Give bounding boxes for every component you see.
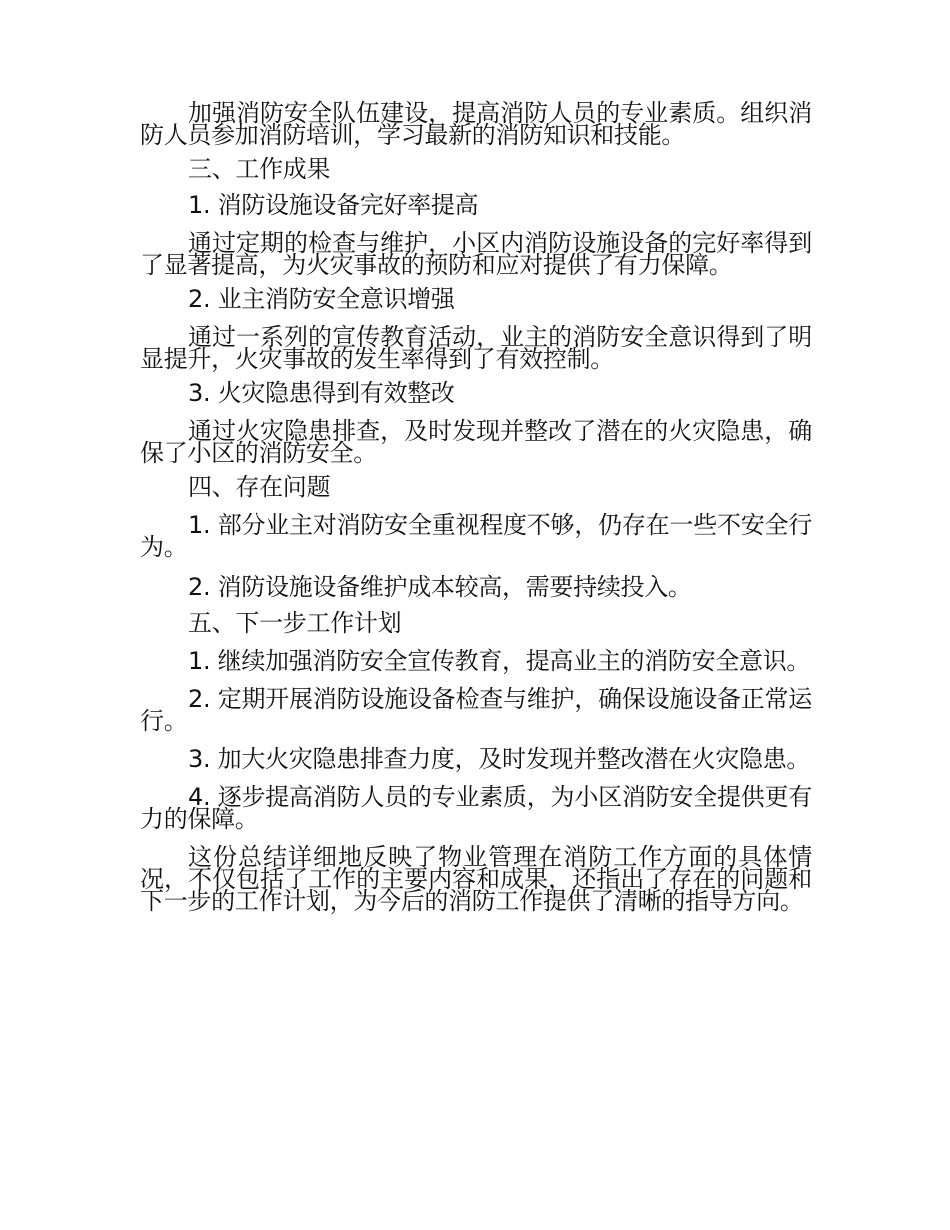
list-item-problem-1: 1. 部分业主对消防安全重视程度不够，仍存在一些不安全行为。 — [140, 511, 812, 561]
subheading-equipment-rate: 1. 消防设施设备完好率提高 — [188, 191, 479, 219]
paragraph-owner-awareness: 通过一系列的宣传教育活动，业主的消防安全意识得到了明显提升，火灾事故的发生率得到了有效控制。 — [140, 323, 812, 373]
list-item-plan-3: 3. 加大火灾隐患排查力度，及时发现并整改潜在火灾隐患。 — [188, 745, 811, 773]
section-heading-next-steps: 五、下一步工作计划 — [188, 609, 402, 637]
document-page — [140, 99, 812, 915]
section-heading-problems: 四、存在问题 — [188, 473, 331, 501]
subheading-owner-awareness: 2. 业主消防安全意识增强 — [188, 285, 455, 313]
paragraph-conclusion: 这份总结详细地反映了物业管理在消防工作方面的具体情况，不仅包括了工作的主要内容和成果，还指出了存在的问题和下一步的工作计划，为今后的消防工作提供了清晰的指导方向。 — [140, 843, 812, 915]
list-item-problem-2: 2. 消防设施设备维护成本较高，需要持续投入。 — [188, 573, 692, 601]
list-item-plan-2: 2. 定期开展消防设施设备检查与维护，确保设施设备正常运行。 — [140, 685, 812, 735]
list-item-plan-4: 4. 逐步提高消防人员的专业素质，为小区消防安全提供更有力的保障。 — [140, 783, 812, 833]
list-item-plan-1: 1. 继续加强消防安全宣传教育，提高业主的消防安全意识。 — [188, 647, 811, 675]
paragraph-equipment-rate: 通过定期的检查与维护，小区内消防设施设备的完好率得到了显著提高，为火灾事故的预防和应对提供了有力保障。 — [140, 229, 812, 279]
subheading-hazard-rectification: 3. 火灾隐患得到有效整改 — [188, 379, 455, 407]
section-heading-results: 三、工作成果 — [188, 155, 331, 183]
paragraph-hazard-rectification: 通过火灾隐患排查，及时发现并整改了潜在的火灾隐患，确保了小区的消防安全。 — [140, 417, 812, 467]
paragraph-team-building: 加强消防安全队伍建设，提高消防人员的专业素质。组织消防人员参加消防培训，学习最新的消防知识和技能。 — [140, 99, 812, 149]
